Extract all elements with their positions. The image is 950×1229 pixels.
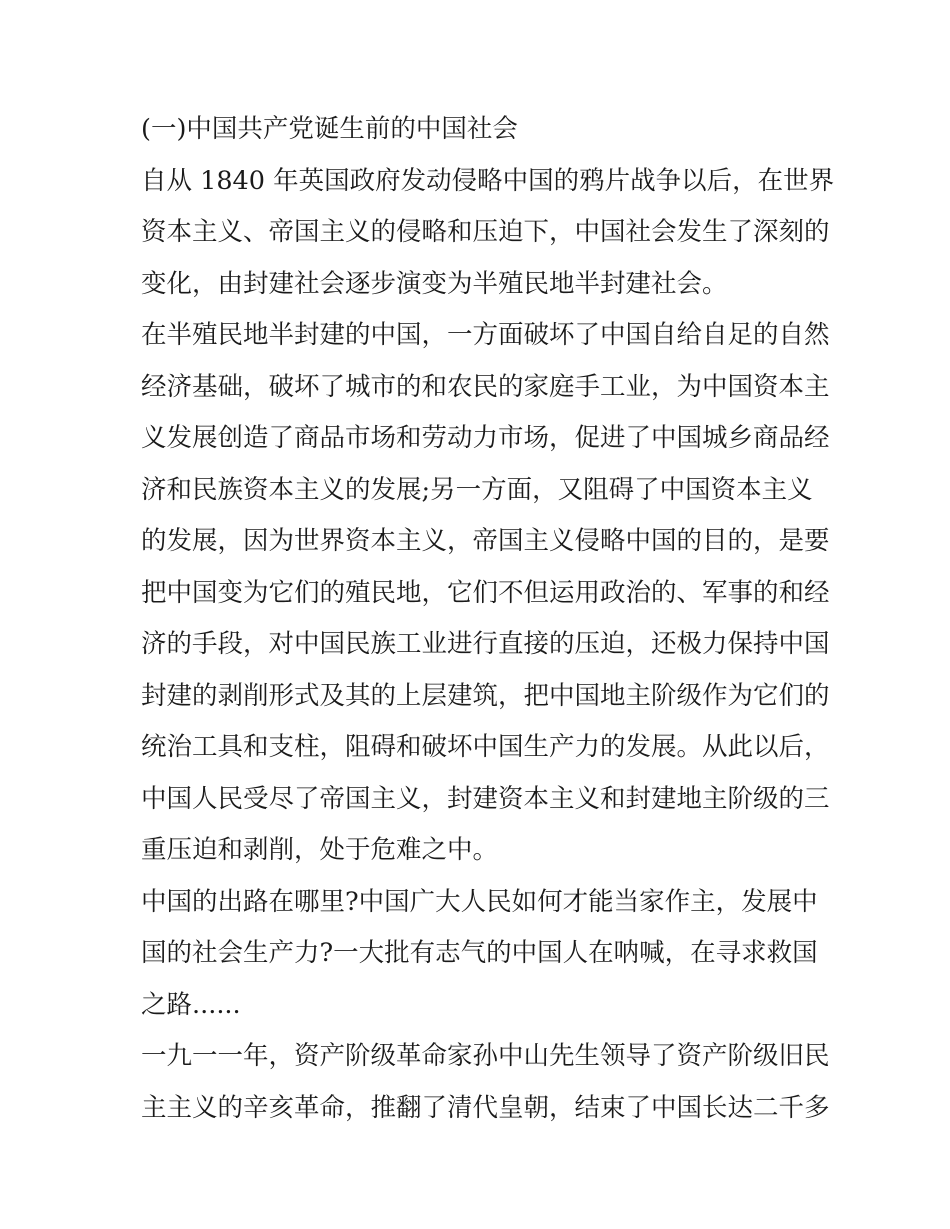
paragraph bbox=[141, 877, 821, 1032]
text-line: 一九一一年，资产阶级革命家孙中山先生领导了资产阶级旧民 bbox=[141, 1041, 830, 1071]
text-line: 统治工具和支柱，阻碍和破坏中国生产力的发展。从此以后， bbox=[141, 732, 830, 762]
text-line: 主主义的辛亥革命，推翻了清代皇朝，结束了中国长达二千多 bbox=[141, 1092, 830, 1123]
text-line: 资本主义、帝国主义的侵略和压迫下，中国社会发生了深刻的 bbox=[141, 217, 830, 247]
document-body bbox=[141, 104, 835, 1134]
text-line: 封建的剥削形式及其的上层建筑，把中国地主阶级作为它们的 bbox=[141, 680, 830, 711]
text-line: 经济基础，破坏了城市的和农民的家庭手工业，为中国资本主 bbox=[141, 371, 830, 402]
text-line: 国的社会生产力?一大批有志气的中国人在呐喊，在寻求救国 bbox=[141, 938, 818, 968]
text-line: 重压迫和剥削，处于危难之中。 bbox=[141, 835, 499, 865]
text-line: 变化，由封建社会逐步演变为半殖民地半封建社会。 bbox=[141, 268, 728, 299]
paragraph bbox=[141, 1031, 830, 1134]
text-line: 济和民族资本主义的发展;另一方面，又阻碍了中国资本主义 bbox=[141, 474, 813, 505]
paragraph bbox=[141, 156, 835, 311]
text-line: 在半殖民地半封建的中国，一方面破坏了中国自给自足的自然 bbox=[141, 320, 830, 350]
text-line: 义发展创造了商品市场和劳动力市场，促进了中国城乡商品经 bbox=[141, 423, 830, 453]
section-heading: (一)中国共产党诞生前的中国社会 bbox=[141, 114, 518, 144]
text-line: 济的手段，对中国民族工业进行直接的压迫，还极力保持中国 bbox=[141, 629, 830, 659]
text-line: 把中国变为它们的殖民地，它们不但运用政治的、军事的和经 bbox=[141, 577, 830, 608]
paragraph-list bbox=[141, 156, 835, 1135]
text-line: 中国的出路在哪里?中国广大人民如何才能当家作主，发展中 bbox=[141, 886, 818, 917]
text-line: 的发展，因为世界资本主义，帝国主义侵略中国的目的，是要 bbox=[141, 526, 830, 556]
paragraph bbox=[141, 310, 830, 877]
text-line: 中国人民受尽了帝国主义，封建资本主义和封建地主阶级的三 bbox=[141, 783, 830, 814]
text-line: 之路...... bbox=[141, 989, 241, 1020]
text-line: 自从 1840 年英国政府发动侵略中国的鸦片战争以后，在世界 bbox=[141, 165, 835, 196]
